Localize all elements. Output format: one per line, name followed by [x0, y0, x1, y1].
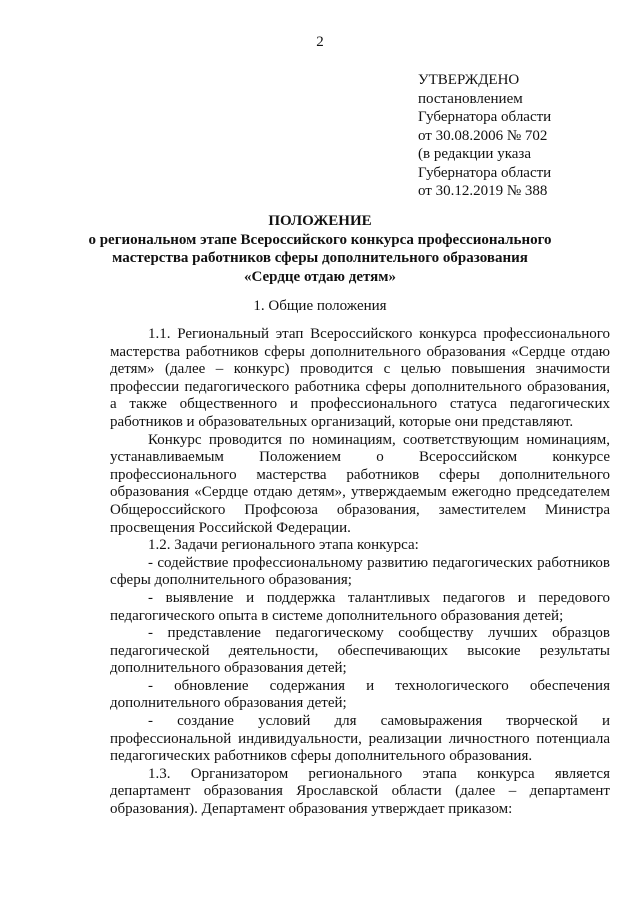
list-item: - содействие профессиональному развитию педагогических работников сферы дополнительного образования;	[110, 554, 610, 589]
approval-line: постановлением	[418, 90, 523, 107]
document-body	[110, 326, 610, 819]
approval-line: Губернатора области	[418, 109, 552, 125]
approval-line: от 30.08.2006 № 702	[418, 127, 548, 144]
title-heading: ПОЛОЖЕНИЕ	[268, 213, 372, 229]
list-item: - обновление содержания и технологического обеспечения дополнительного образования детей;	[110, 677, 610, 712]
page-number: 2	[316, 34, 324, 50]
paragraph: Конкурс проводится по номинациям, соответствующим номинациям, устанавливаемым Положением о Всероссийском конкурсе профессионального мастерства работников сферы дополнительного образования «Сердце отдаю детям», утверждаемым ежегодно председателем Общероссийского Профсоюза образования, заместителем Министра просвещения Российской Федерации.	[110, 431, 610, 536]
approval-line: Губернатора области	[418, 164, 552, 181]
paragraph: 1.2. Задачи регионального этапа конкурса:	[148, 537, 419, 554]
paragraph: 1.1. Региональный этап Всероссийского конкурса профессионального мастерства работников сферы дополнительного образования «Сердце отдаю детям» (далее – конкурс) проводится с целью повышения значимости профессии педагогического работника сферы дополнительного образования, а также общественного и профессионального статуса педагогических работников и образовательных организаций, которые они представляют.	[110, 326, 610, 430]
title-line: о региональном этапе Всероссийского конкурса профессионального	[88, 231, 552, 248]
approval-line: УТВЕРЖДЕНО	[418, 72, 520, 88]
list-item: - представление педагогическому сообществу лучших образцов педагогической деятельности, обеспечивающих высокие результаты дополнительного образования детей;	[110, 625, 610, 677]
approval-line: (в редакции указа	[418, 146, 531, 162]
paragraph: 1.3. Организатором регионального этапа конкурса является департамент образования Ярославской области (далее – департамент образования). Департамент образования утверждает приказом:	[110, 765, 610, 818]
document-title	[0, 212, 640, 286]
section-heading: 1. Общие положения	[253, 298, 387, 314]
list-item: - создание условий для самовыражения творческой и профессиональной индивидуальности, реализации личностного потенциала педагогических работников сферы дополнительного образования.	[110, 713, 610, 765]
title-line: «Сердце отдаю детям»	[244, 268, 396, 285]
title-line: мастерства работников сферы дополнительного образования	[112, 250, 528, 266]
approval-stamp	[418, 71, 551, 201]
list-item: - выявление и поддержка талантливых педагогов и передового педагогического опыта в системе дополнительного образования детей;	[110, 589, 610, 624]
approval-line: от 30.12.2019 № 388	[418, 183, 548, 199]
